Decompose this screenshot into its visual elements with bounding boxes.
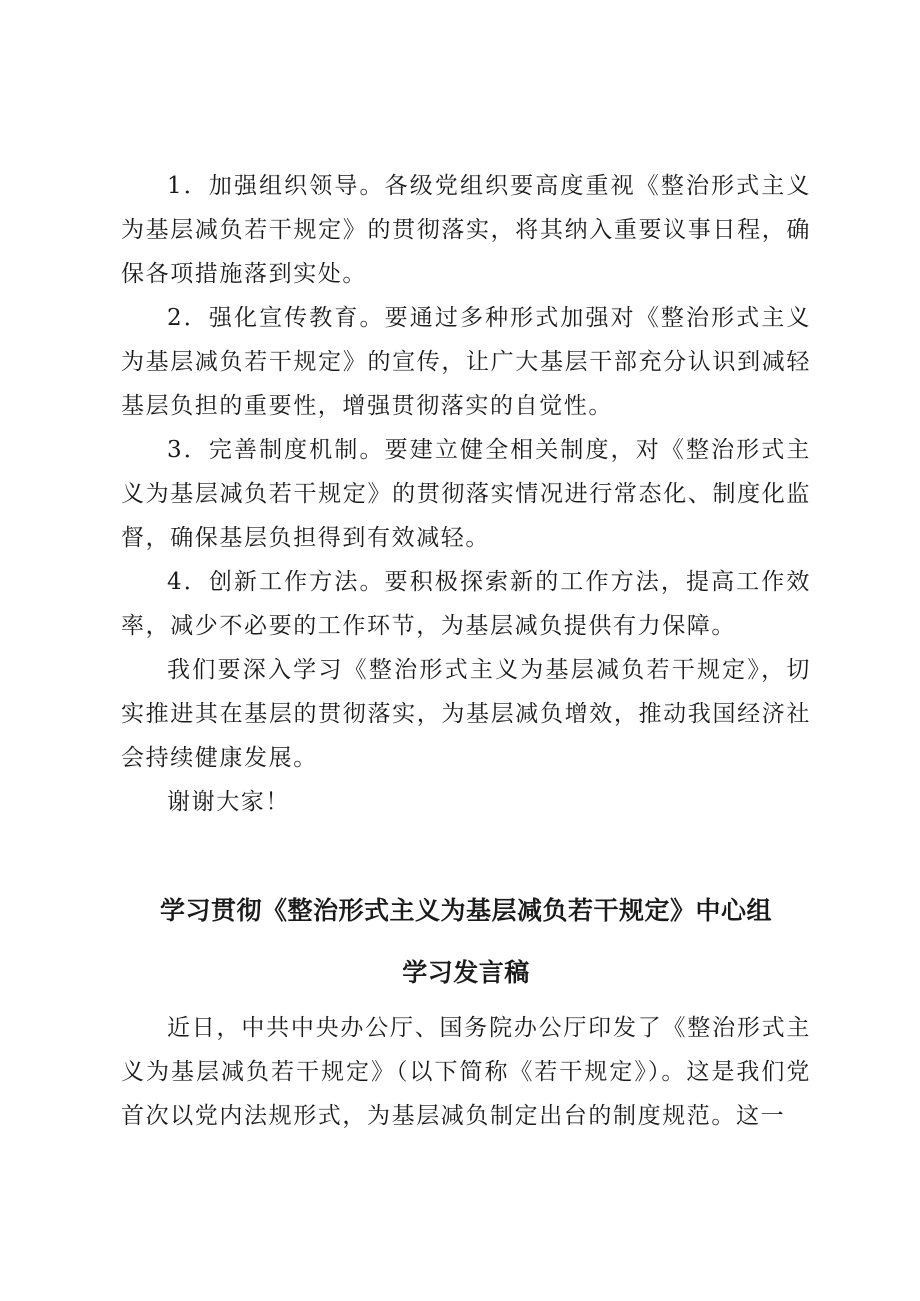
intro-paragraph: 近日，中共中央办公厅、国务院办公厅印发了《整治形式主义为基层减负若干规定》（以下简称《若干规定》）。这是我们党首次以党内法规形式，为基层减负制定出台的制度规范。这一 (121, 1015, 811, 1129)
document-title (121, 880, 811, 1004)
numbered-item: 3．完善制度机制。要建立健全相关制度，对《整治形式主义为基层减负若干规定》的贯彻落实情况进行常态化、制度化监督，确保基层负担得到有效减轻。 (121, 437, 811, 551)
numbered-item: 1．加强组织领导。各级党组织要高度重视《整治形式主义为基层减负若干规定》的贯彻落实，将其纳入重要议事日程，确保各项措施落到实处。 (121, 173, 811, 287)
thanks-line: 谢谢大家！ (167, 789, 290, 815)
document-body (121, 164, 811, 1138)
title-line-2: 学习发言稿 (402, 958, 530, 987)
title-line-1: 学习贯彻《整治形式主义为基层减负若干规定》中心组 (159, 896, 772, 925)
closing-paragraph: 我们要深入学习《整治形式主义为基层减负若干规定》，切实推进其在基层的贯彻落实，为基层减负增效，推动我国经济社会持续健康发展。 (121, 657, 811, 771)
numbered-item: 4．创新工作方法。要积极探索新的工作方法，提高工作效率，减少不必要的工作环节，为基层减负提供有力保障。 (121, 569, 811, 639)
numbered-item: 2．强化宣传教育。要通过多种形式加强对《整治形式主义为基层减负若干规定》的宣传，让广大基层干部充分认识到减轻基层负担的重要性，增强贯彻落实的自觉性。 (121, 305, 811, 419)
